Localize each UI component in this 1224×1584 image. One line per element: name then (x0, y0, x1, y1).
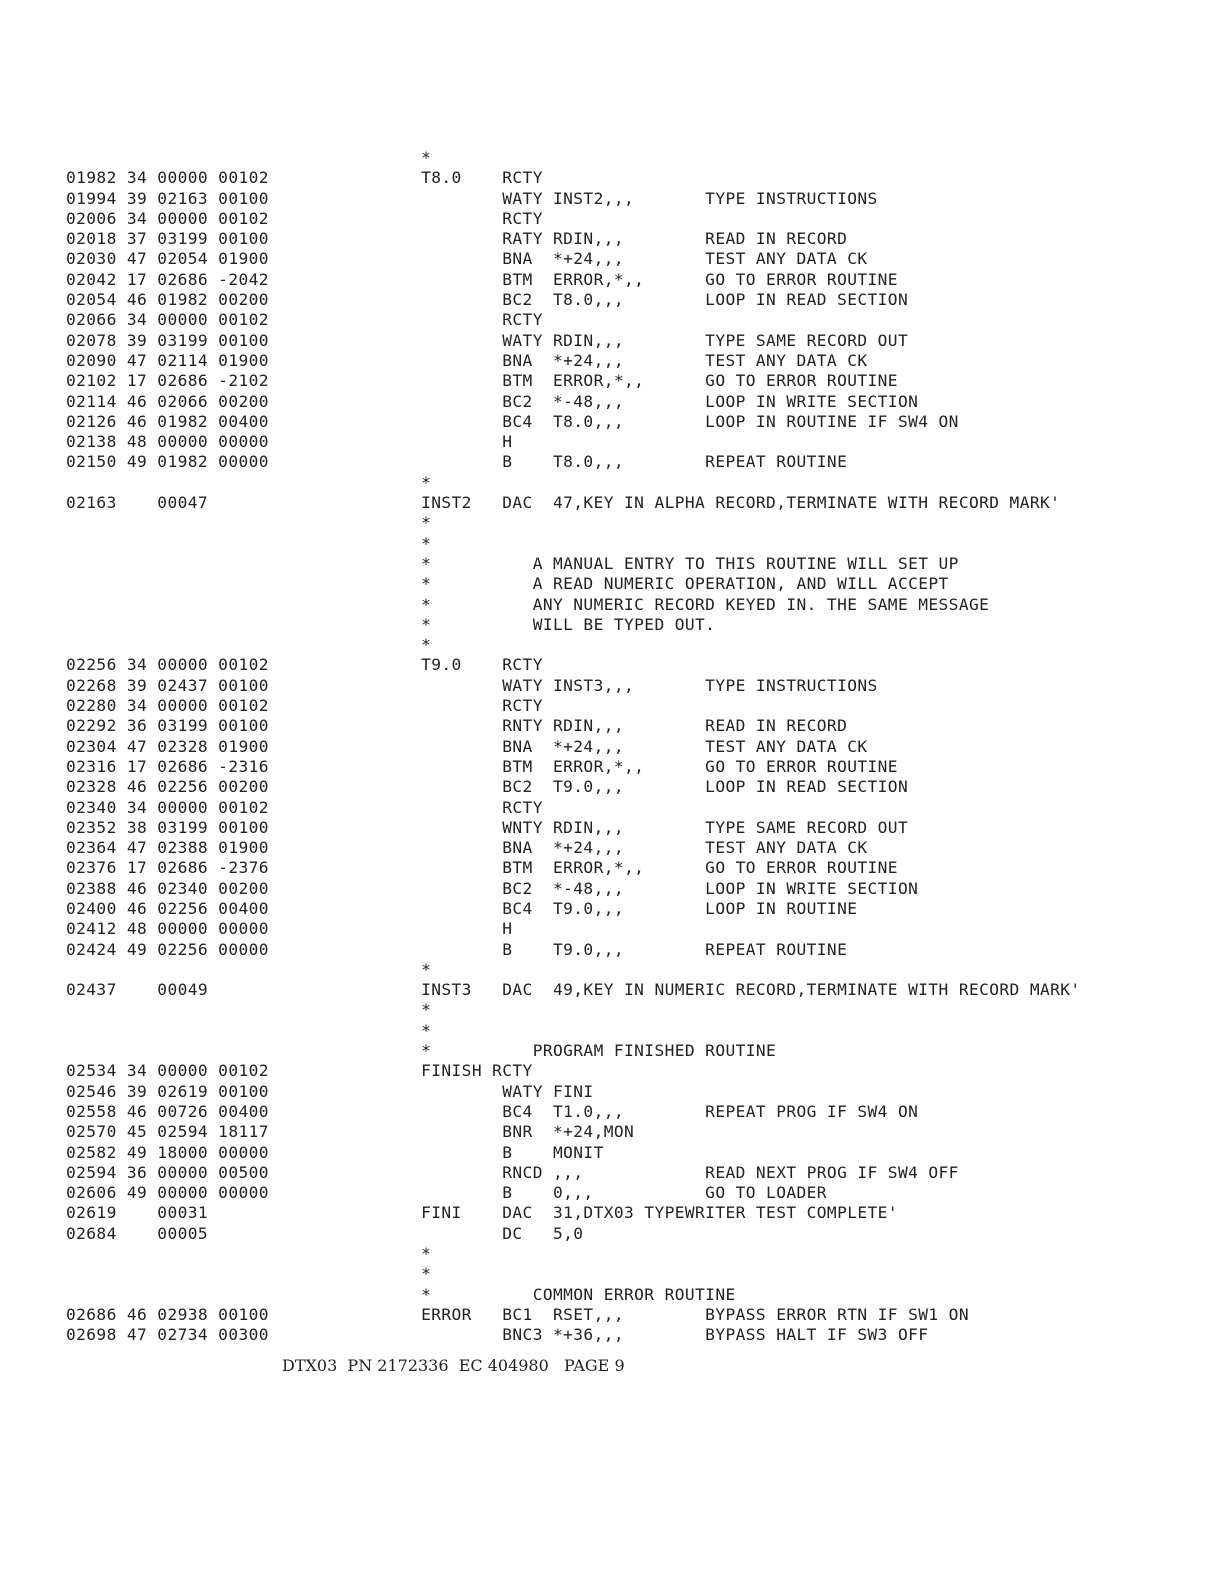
listing-line: 02388 46 02340 00200 BC2 *-48,,, LOOP IN WRITE SECTION (66, 878, 919, 898)
listing-line: 02424 49 02256 00000 B T9.0,,, REPEAT ROUTINE (66, 939, 848, 959)
listing-line: 02066 34 00000 00102 RCTY (66, 310, 543, 330)
listing-line: * ANY NUMERIC RECORD KEYED IN. THE SAME MESSAGE (66, 594, 990, 614)
listing-line: 02292 36 03199 00100 RNTY RDIN,,, READ IN RECORD (66, 716, 848, 736)
listing-line: 02090 47 02114 01900 BNA *+24,,, TEST ANY DATA CK (66, 350, 868, 370)
listing-line: 02054 46 01982 00200 BC2 T8.0,,, LOOP IN READ SECTION (66, 290, 909, 310)
listing-line: 02018 37 03199 00100 RATY RDIN,,, READ IN RECORD (66, 229, 848, 249)
listing-line: 02570 45 02594 18117 BNR *+24,MON (66, 1122, 635, 1142)
listing-line: 02546 39 02619 00100 WATY FINI (66, 1081, 594, 1101)
listing-line: * (66, 148, 432, 167)
listing-line: 02400 46 02256 00400 BC4 T9.0,,, LOOP IN ROUTINE (66, 898, 858, 918)
page-footer: DTX03 PN 2172336 EC 404980 PAGE 9 (282, 1356, 625, 1375)
listing-line: 02606 49 00000 00000 B 0,,, GO TO LOADER (66, 1183, 827, 1203)
listing-line: 02340 34 00000 00102 RCTY (66, 797, 543, 817)
listing-line: 02114 46 02066 00200 BC2 *-48,,, LOOP IN WRITE SECTION (66, 391, 919, 411)
listing-line: * A MANUAL ENTRY TO THIS ROUTINE WILL SET UP (66, 553, 959, 573)
listing-line: 02316 17 02686 -2316 BTM ERROR,*,, GO TO ERROR ROUTINE (66, 756, 898, 776)
listing-line: * PROGRAM FINISHED ROUTINE (66, 1041, 777, 1061)
listing-line: 02352 38 03199 00100 WNTY RDIN,,, TYPE SAME RECORD OUT (66, 817, 909, 837)
listing-line: 02030 47 02054 01900 BNA *+24,,, TEST ANY DATA CK (66, 249, 868, 269)
listing-line: 02558 46 00726 00400 BC4 T1.0,,, REPEAT PROG IF SW4 ON (66, 1101, 919, 1121)
listing-line: * (66, 1000, 432, 1020)
listing-line: 02042 17 02686 -2042 BTM ERROR,*,, GO TO ERROR ROUTINE (66, 269, 898, 289)
listing-line: 02412 48 00000 00000 H (66, 919, 513, 939)
listing-line: * COMMON ERROR ROUTINE (66, 1284, 736, 1304)
listing-line: * (66, 1244, 432, 1264)
listing-line: 02163 00047 INST2 DAC 47,KEY IN ALPHA RECORD,TERMINATE WITH RECORD MARK' (66, 493, 1061, 513)
listing-line: 02006 34 00000 00102 RCTY (66, 208, 543, 228)
listing-line: * (66, 959, 432, 979)
listing-line: 02102 17 02686 -2102 BTM ERROR,*,, GO TO ERROR ROUTINE (66, 371, 898, 391)
listing-line: 02280 34 00000 00102 RCTY (66, 696, 543, 716)
listing-line: 02304 47 02328 01900 BNA *+24,,, TEST ANY DATA CK (66, 736, 868, 756)
listing-line: * (66, 1020, 432, 1040)
listing-line: * WILL BE TYPED OUT. (66, 614, 716, 634)
listing-line: 02256 34 00000 00102 T9.0 RCTY (66, 655, 543, 675)
listing-line: * (66, 635, 432, 655)
listing-line: 02268 39 02437 00100 WATY INST3,,, TYPE INSTRUCTIONS (66, 675, 878, 695)
listing-line: 02698 47 02734 00300 BNC3 *+36,,, BYPASS HALT IF SW3 OFF (66, 1325, 929, 1345)
listing-line: 02582 49 18000 00000 B MONIT (66, 1142, 604, 1162)
listing-line: * (66, 472, 432, 492)
listing-line: 02684 00005 DC 5,0 (66, 1223, 584, 1243)
listing-line: 02594 36 00000 00500 RNCD ,,, READ NEXT PROG IF SW4 OFF (66, 1162, 959, 1182)
listing-line: 02619 00031 FINI DAC 31,DTX03 TYPEWRITER TEST COMPLETE' (66, 1203, 898, 1223)
listing-line: 02686 46 02938 00100 ERROR BC1 RSET,,, BYPASS ERROR RTN IF SW1 ON (66, 1304, 969, 1324)
listing-line: 02150 49 01982 00000 B T8.0,,, REPEAT ROUTINE (66, 452, 848, 472)
listing-line: 02138 48 00000 00000 H (66, 432, 513, 452)
listing-line: * (66, 513, 432, 533)
listing-line: 02534 34 00000 00102 FINISH RCTY (66, 1061, 533, 1081)
listing-line: 02437 00049 INST3 DAC 49,KEY IN NUMERIC RECORD,TERMINATE WITH RECORD MARK' (66, 980, 1081, 1000)
listing-line: 02126 46 01982 00400 BC4 T8.0,,, LOOP IN ROUTINE IF SW4 ON (66, 411, 959, 431)
listing-line: 01994 39 02163 00100 WATY INST2,,, TYPE INSTRUCTIONS (66, 188, 878, 208)
listing-line: * (66, 1264, 432, 1284)
program-listing (66, 148, 1081, 1346)
listing-line: 01982 34 00000 00102 T8.0 RCTY (66, 168, 543, 188)
listing-line: * (66, 533, 432, 553)
listing-line: 02364 47 02388 01900 BNA *+24,,, TEST ANY DATA CK (66, 838, 868, 858)
listing-line: 02376 17 02686 -2376 BTM ERROR,*,, GO TO ERROR ROUTINE (66, 858, 898, 878)
listing-line: 02328 46 02256 00200 BC2 T9.0,,, LOOP IN READ SECTION (66, 777, 909, 797)
listing-line: 02078 39 03199 00100 WATY RDIN,,, TYPE SAME RECORD OUT (66, 330, 909, 350)
listing-line: * A READ NUMERIC OPERATION, AND WILL ACCEPT (66, 574, 949, 594)
